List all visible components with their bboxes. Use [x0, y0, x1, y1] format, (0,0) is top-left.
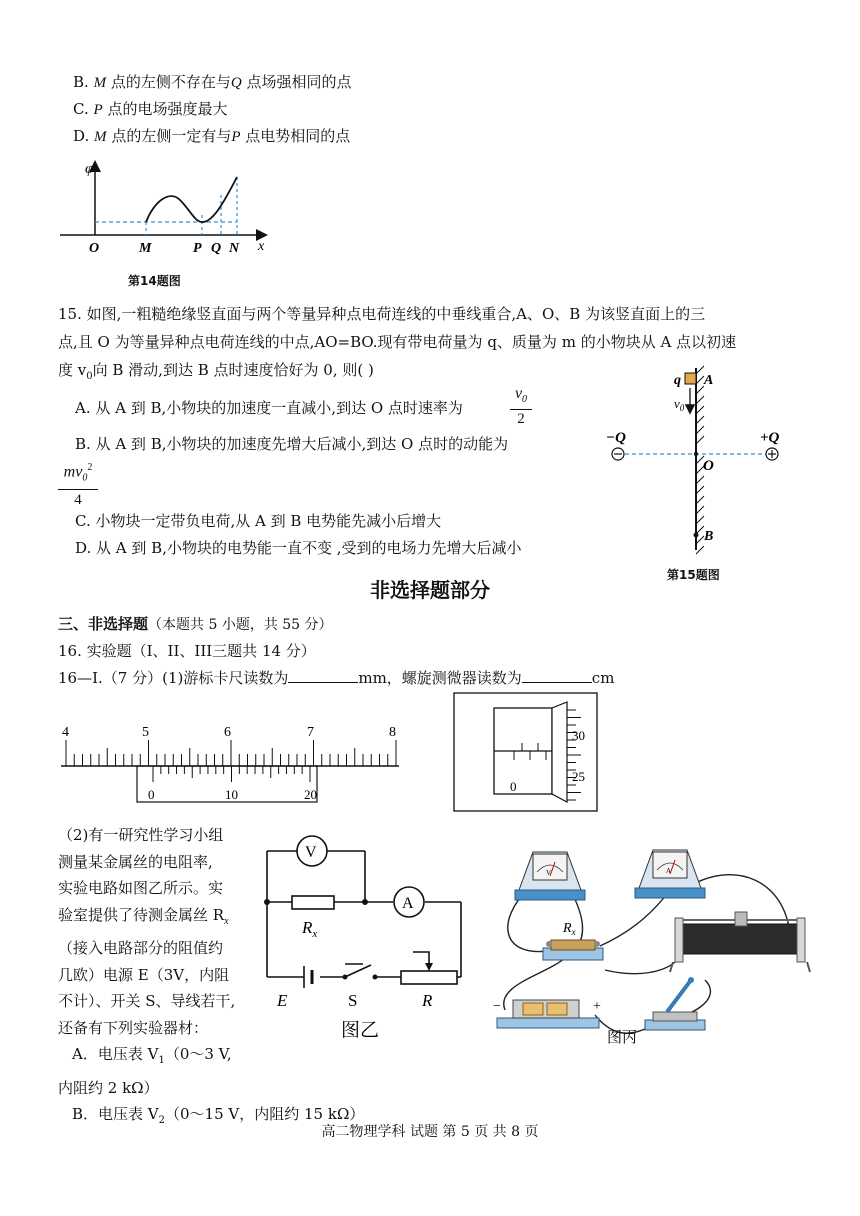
- main-label-8: 8: [389, 725, 396, 740]
- q16-2-line: 几欧）电源 E（3V，内阻: [58, 965, 230, 984]
- frac-num-sub: 0: [522, 394, 528, 406]
- section-title: 非选择题部分: [370, 578, 490, 602]
- rheostat-slider: [413, 952, 429, 969]
- option-text: 点的左侧不存在与: [106, 73, 231, 91]
- point-o: [694, 452, 698, 456]
- main-scale-ticks: [66, 740, 396, 766]
- thimble-label-30: 30: [572, 728, 585, 743]
- rheostat-device: [670, 912, 810, 972]
- circuit-diagram: [262, 830, 472, 1040]
- q15-stem-line-2: 点,且 O 为等量异种点电荷连线的中点,AO=BO.现有带电荷量为 q、质量为 m 的小物块从 A 点以初速: [58, 333, 737, 351]
- voltmeter-device: [515, 852, 585, 900]
- line-text: 验室提供了待测金属丝 R: [58, 905, 225, 924]
- option-text: 点的电场强度最大: [102, 100, 228, 118]
- phi-label: φ: [85, 161, 94, 177]
- switch-device: [645, 977, 705, 1030]
- var-q: Q: [230, 75, 242, 91]
- resistor-rx: [292, 896, 334, 909]
- option-letter: C.: [73, 100, 89, 118]
- option-letter: B.: [73, 73, 89, 91]
- q15-option-c: C. 小物块一定带负电荷,从 A 到 B 电势能先减小后增大: [75, 512, 442, 530]
- option-text: 点的左侧一定有与: [106, 127, 232, 145]
- q16-1-text: 16—I.（7 分）(1)游标卡尺读数为: [58, 669, 289, 687]
- micrometer-frame: [454, 693, 597, 811]
- label-neg-q: −Q: [606, 430, 626, 446]
- frac-num: v: [514, 385, 523, 402]
- q15-stem-line-1: 15. 如图,一粗糙绝缘竖直面与两个等量异种点电荷连线的中垂线重合,A、O、B 为该竖直面上的三: [58, 305, 706, 323]
- label-rx: $R_x$: [302, 918, 318, 940]
- label-e: E: [277, 991, 288, 1010]
- subscript: 2: [158, 1115, 165, 1126]
- resistor-rx-device: [543, 921, 603, 960]
- small-block: [685, 373, 696, 384]
- circuit-wires: [267, 851, 461, 977]
- circuit-caption: 图乙: [341, 1020, 380, 1040]
- var-m: M: [94, 129, 107, 145]
- label-o: O: [703, 458, 714, 474]
- section-3-heading: [58, 614, 333, 635]
- frac-num-sub: 0: [82, 472, 88, 484]
- spiral-micrometer: [452, 690, 602, 815]
- micrometer-answer-blank[interactable]: [522, 668, 592, 683]
- q16-2-line: （接入电路部分的阻值约: [58, 939, 224, 957]
- vernier-caliper: [55, 722, 415, 812]
- q16-2-option-a: [58, 1041, 364, 1075]
- q16-2-line: 不计）、开关 S、导线若干,: [58, 992, 236, 1010]
- thimble-ticks: [567, 710, 581, 800]
- q15-stem-line-3: [58, 360, 374, 387]
- junction-left: [362, 899, 368, 905]
- fraction-mv0sq-over-4: [58, 458, 98, 510]
- apparatus-figure: [485, 840, 835, 1045]
- slider-arrow-icon: [425, 963, 433, 971]
- battery-device: [493, 999, 601, 1028]
- label-o: O: [89, 241, 100, 256]
- subscript: x: [224, 915, 229, 927]
- section-note: （本题共 5 小题，共 55 分）: [148, 617, 333, 633]
- wire: [605, 935, 685, 974]
- ammeter-label: A: [402, 895, 414, 912]
- page-footer: 高二物理学科 试题 第 5 页 共 8 页: [321, 1124, 539, 1140]
- q14-option-c: [73, 99, 227, 120]
- subscript: 1: [158, 1055, 165, 1066]
- label-q: q: [674, 373, 681, 388]
- label-b: B: [704, 529, 714, 544]
- section-head: 三、非选择题: [58, 615, 149, 633]
- q15-option-a: A. 从 A 到 B,小物块的加速度一直减小,到达 O 点时速率为: [75, 399, 463, 417]
- stem-text: 向 B 滑动,到达 B 点时速度恰好为 0, 则( ): [92, 361, 374, 379]
- apparatus-caption: 图丙: [607, 1030, 638, 1045]
- switch-contact: [373, 975, 378, 980]
- label-a: A: [704, 373, 714, 388]
- caliper-answer-blank[interactable]: [288, 668, 358, 683]
- ammeter-device: [635, 850, 705, 898]
- q16-2-line: （2)有一研究性学习小组: [58, 826, 224, 844]
- battery-plus: +: [593, 999, 601, 1014]
- meter-a-label: A: [666, 867, 672, 875]
- label-pos-q: +Q: [760, 430, 780, 446]
- thimble-label-25: 25: [572, 769, 585, 784]
- vernier-label-20: 20: [304, 787, 317, 802]
- q16-2-option-a-cont: 内阻约 2 kΩ）: [58, 1078, 159, 1097]
- x-label: x: [258, 239, 265, 254]
- option-letter: D.: [73, 127, 90, 145]
- q16-1-text: cm: [591, 669, 615, 687]
- point-b: [694, 533, 699, 538]
- label-n: N: [229, 241, 240, 256]
- vernier-label-0: 0: [148, 787, 155, 802]
- frac-num-sup: 2: [87, 462, 93, 473]
- label-p: P: [193, 241, 202, 256]
- q14-option-d: [73, 126, 350, 147]
- rx-device-label: $R_x$: [563, 921, 576, 937]
- q14-option-b: [73, 72, 351, 93]
- vernier-label-10: 10: [225, 787, 238, 802]
- fraction-v0-over-2: [510, 385, 532, 428]
- opt-text: B．电压表 V: [72, 1105, 159, 1123]
- var-p: P: [231, 129, 241, 145]
- q16-2-line: 测量某金属丝的电阻率,: [58, 852, 213, 871]
- frac-den: 4: [74, 491, 82, 508]
- thimble-edge: [552, 702, 567, 802]
- frac-den: 2: [517, 411, 525, 428]
- main-label-5: 5: [142, 725, 149, 740]
- figure-15-caption: 第15题图: [667, 568, 720, 582]
- potential-curve: [146, 177, 237, 222]
- var-m: M: [93, 75, 107, 91]
- q15-option-d: D. 从 A 到 B,小物块的电势能一直不变 ,受到的电场力先增大后减小: [75, 539, 522, 557]
- figure-15-vertical-surface: [600, 360, 800, 560]
- opt-text: （0～3 V,: [164, 1045, 232, 1063]
- label-s: S: [348, 991, 358, 1010]
- sleeve-label-0: 0: [510, 779, 517, 794]
- var-p: P: [93, 102, 103, 118]
- label-q: Q: [211, 241, 222, 256]
- main-label-6: 6: [224, 725, 231, 740]
- stem-text: 度 v: [58, 361, 87, 379]
- q16-2-line: 实验电路如图乙所示。实: [58, 879, 224, 897]
- q16-2-line: 还备有下列实验器材：: [58, 1018, 209, 1037]
- label-r: R: [422, 991, 433, 1010]
- junction-right: [264, 899, 270, 905]
- subscript: 0: [86, 371, 93, 382]
- figure-14-caption: 第14题图: [128, 274, 181, 288]
- frac-num: mv: [63, 463, 83, 481]
- main-label-7: 7: [307, 725, 314, 740]
- q16-1-text: mm，螺旋测微器读数为: [358, 669, 522, 687]
- label-m: M: [139, 241, 152, 256]
- meter-v-label: V: [546, 869, 552, 877]
- opt-text: （0～15 V，内阻约 15 kΩ）: [165, 1105, 365, 1123]
- vernier-scale-ticks: [153, 766, 310, 782]
- label-v0: $v_0$: [674, 396, 685, 413]
- opt-text: A．电压表 V: [72, 1045, 159, 1063]
- q15-option-b: B. 从 A 到 B,小物块的加速度先增大后减小,到达 O 点时的动能为: [75, 435, 509, 453]
- option-text: 点场强相同的点: [241, 73, 352, 91]
- q16-title: 16. 实验题（I、II、III三题共 14 分）: [58, 642, 316, 660]
- q16-part1: [58, 668, 614, 688]
- option-text: 点电势相同的点: [240, 127, 351, 145]
- rheostat-r: [401, 971, 457, 984]
- switch-blade: [345, 965, 371, 977]
- battery-minus: −: [493, 999, 501, 1014]
- main-label-4: 4: [62, 725, 69, 740]
- voltmeter-label: V: [305, 844, 317, 861]
